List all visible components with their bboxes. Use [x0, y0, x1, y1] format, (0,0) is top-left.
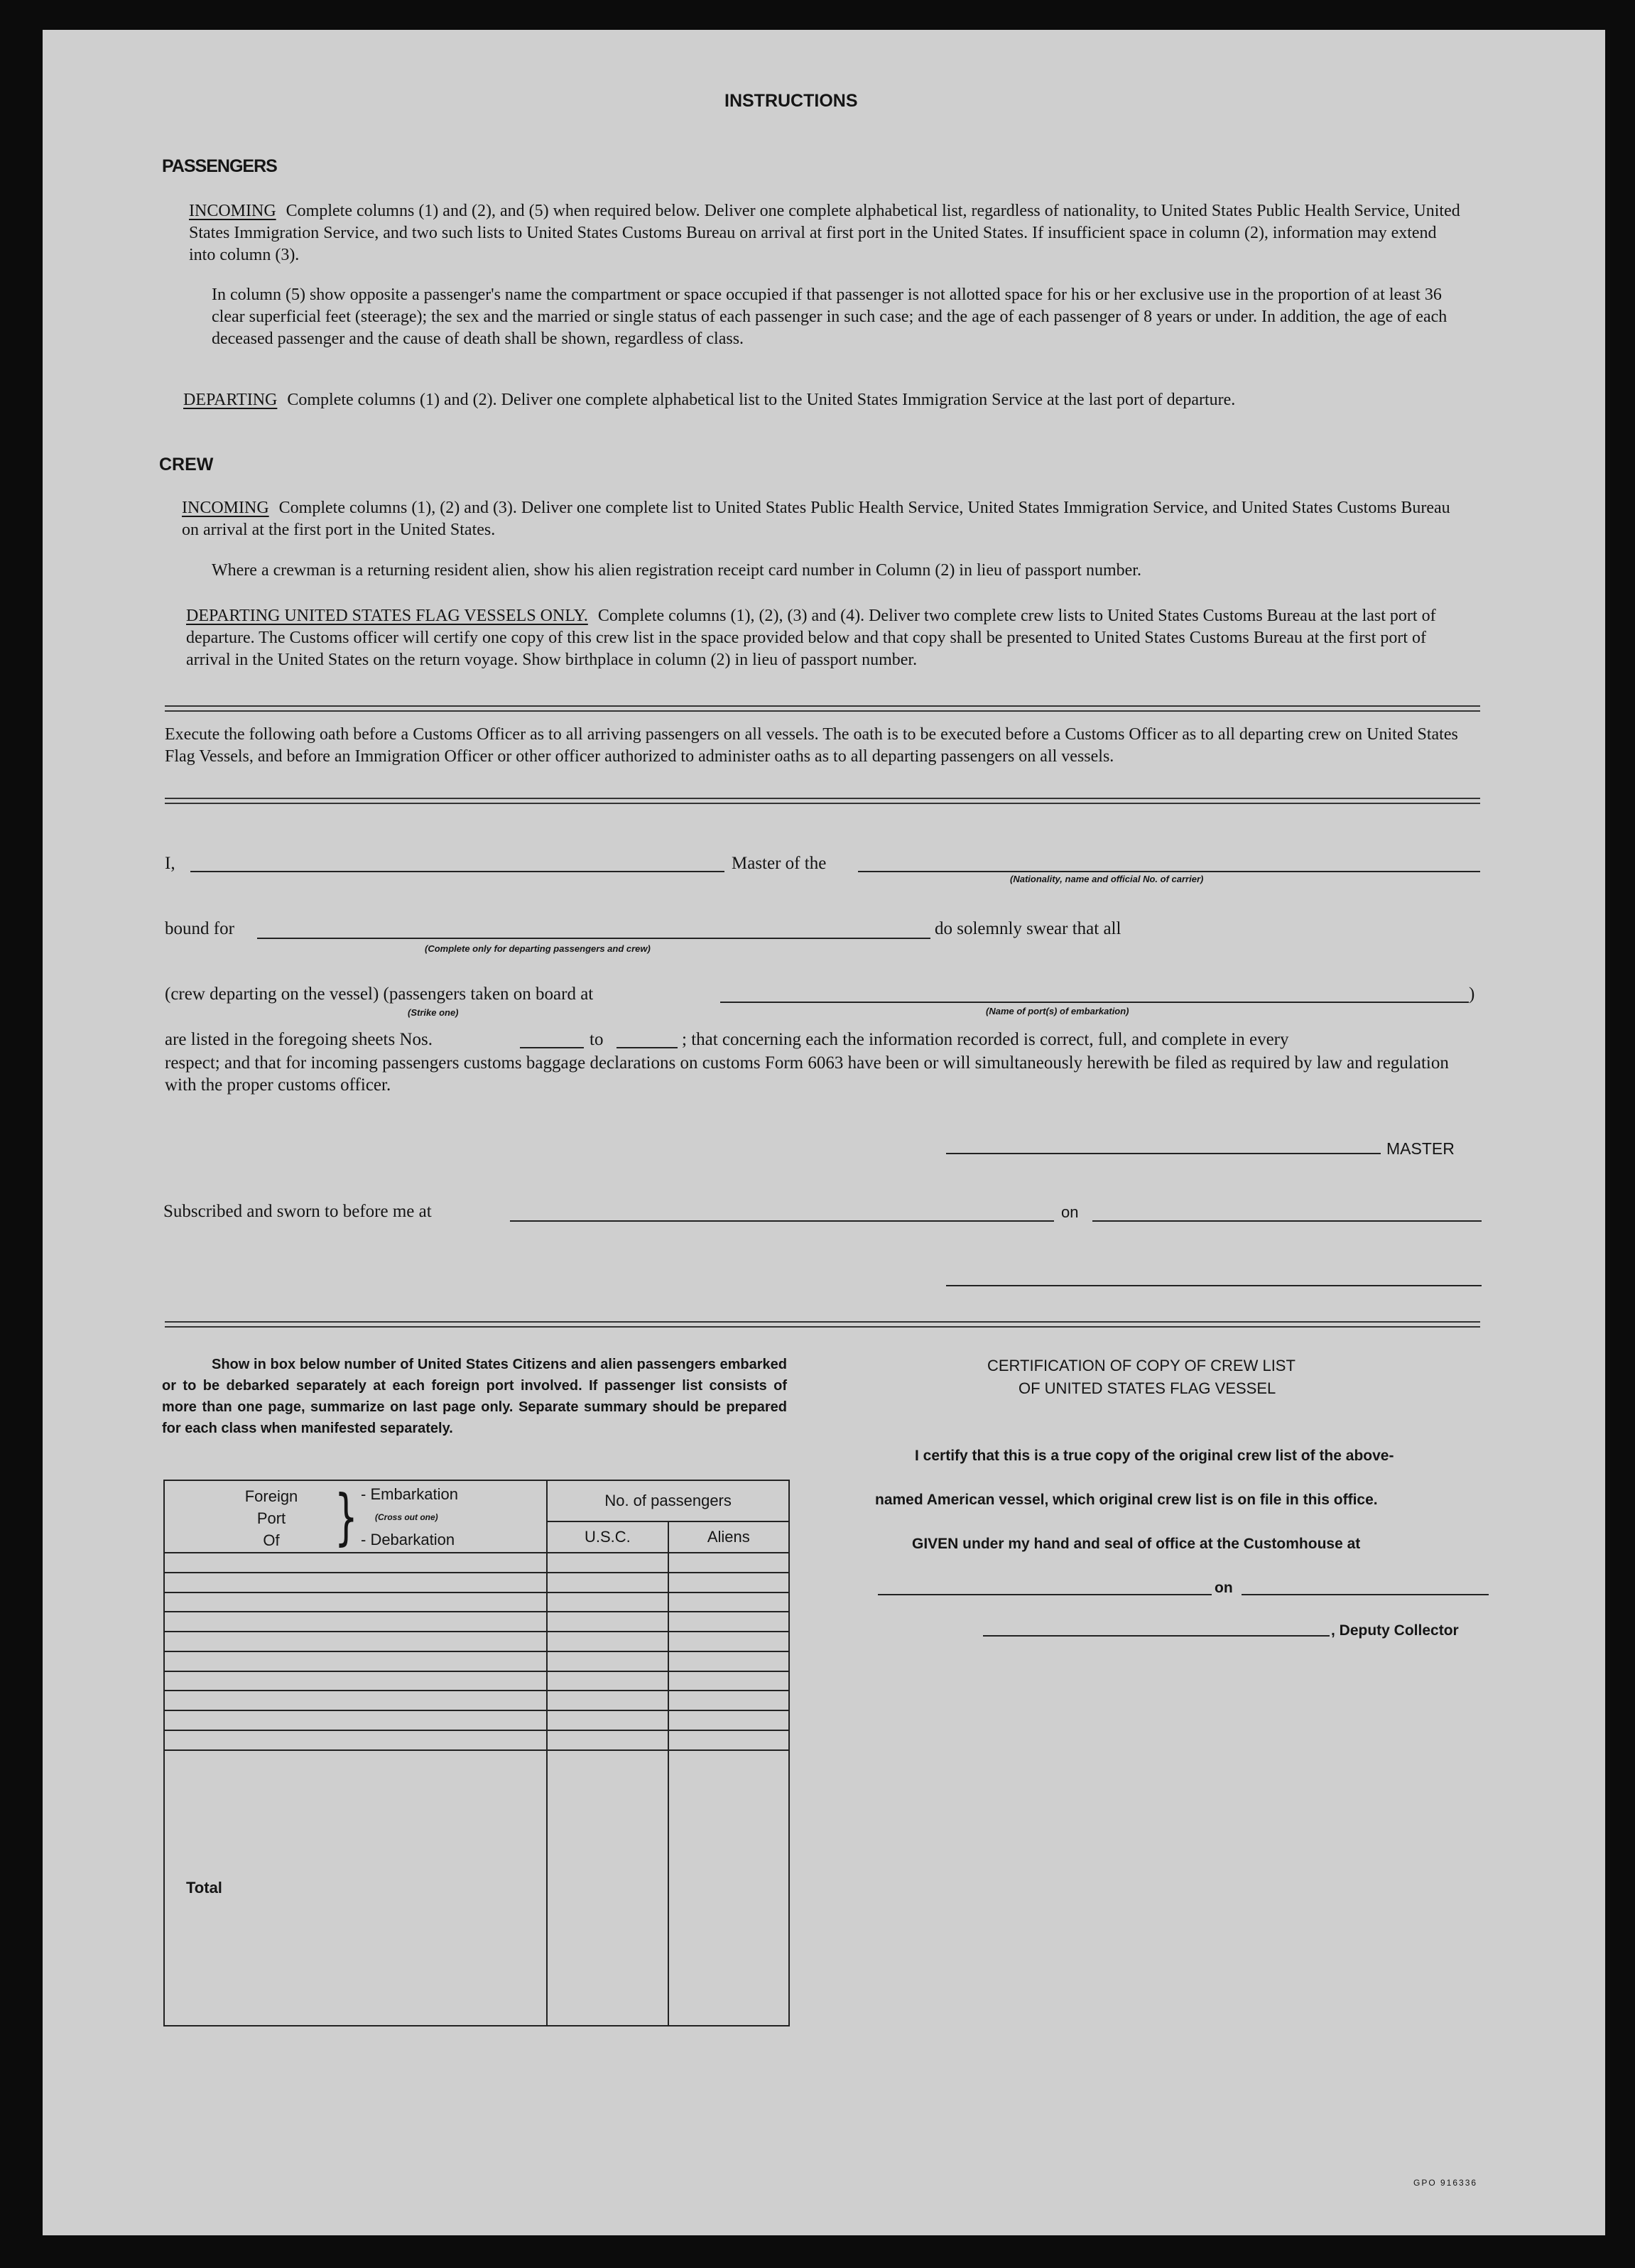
master-of-the-label: Master of the: [732, 854, 827, 873]
divider-2: [165, 798, 1480, 804]
sheets-pre-label: are listed in the foregoing sheets Nos.: [165, 1030, 433, 1049]
certification-title-2: OF UNITED STATES FLAG VESSEL: [1019, 1379, 1276, 1397]
port-cell[interactable]: [164, 1612, 547, 1632]
master-label: MASTER: [1386, 1139, 1455, 1158]
port-cell[interactable]: [164, 1651, 547, 1671]
port-cell[interactable]: [164, 1573, 547, 1593]
bound-for-caption: (Complete only for departing passengers and crew): [425, 943, 651, 954]
table-row: [164, 1632, 789, 1651]
port-cell[interactable]: [164, 1553, 547, 1573]
passengers-departing-label: DEPARTING: [183, 391, 278, 409]
carrier-field[interactable]: [858, 871, 1480, 872]
aliens-cell[interactable]: [668, 1632, 789, 1651]
certification-line-2: named American vessel, which original crew list is on file in this office.: [875, 1492, 1378, 1508]
oath-i-label: I,: [165, 854, 175, 873]
crew-departing-label: DEPARTING UNITED STATES FLAG VESSELS ONLY.: [186, 607, 588, 625]
table-row: [164, 1553, 789, 1573]
aliens-cell[interactable]: [668, 1553, 789, 1573]
certification-date-field[interactable]: [1242, 1594, 1489, 1595]
total-aliens-cell[interactable]: [668, 1750, 789, 2026]
divider-3: [165, 1321, 1480, 1328]
usc-cell[interactable]: [547, 1730, 668, 1750]
port-cell[interactable]: [164, 1710, 547, 1730]
usc-cell[interactable]: [547, 1612, 668, 1632]
passengers-incoming-text: Complete columns (1) and (2), and (5) when required below. Deliver one complete alphabetical list, regardless of nationality, to United States Public Health Service, United States Immigration Service, and two such lists to United States Customs Bureau on arrival at first port in the United States. If insufficient space in column (2), information may extend into column (3).: [189, 202, 1460, 264]
bound-for-field[interactable]: [257, 938, 930, 939]
port-cell[interactable]: [164, 1691, 547, 1710]
aliens-header: Aliens: [668, 1521, 789, 1553]
table-row: [164, 1730, 789, 1750]
aliens-cell[interactable]: [668, 1651, 789, 1671]
sworn-on-label: on: [1061, 1203, 1079, 1221]
passengers-departing-text: Complete columns (1) and (2). Deliver one complete alphabetical list to the United States Immigration Service at the last port of departure.: [287, 391, 1236, 409]
subscribed-label: Subscribed and sworn to before me at: [163, 1202, 432, 1221]
total-usc-cell[interactable]: [547, 1750, 668, 2026]
aliens-cell[interactable]: [668, 1573, 789, 1593]
passenger-summary-table: [163, 1480, 790, 2026]
bound-for-label: bound for: [165, 919, 234, 938]
oath-intro: Execute the following oath before a Customs Officer as to all arriving passengers on all vessels. The oath is to be executed before a Customs Officer as to all departing crew on United States Flag Vessels, and before an Immigration Officer or other officer authorized to administer oaths as to all departing passengers on all vessels.: [165, 725, 1458, 766]
aliens-cell[interactable]: [668, 1612, 789, 1632]
crew-departing-paragraph: [186, 605, 1462, 671]
table-row: [164, 1691, 789, 1710]
sheets-to-label: to: [590, 1030, 604, 1049]
taken-on-board-label: (crew departing on the vessel) (passengers taken on board at: [165, 984, 594, 1004]
port-cell[interactable]: [164, 1730, 547, 1750]
table-row: [164, 1710, 789, 1730]
port-cell[interactable]: [164, 1593, 547, 1612]
foreign-label: Foreign: [244, 1487, 298, 1505]
sheets-post-label: ; that concerning each the information recorded is correct, full, and complete in every: [682, 1030, 1289, 1049]
footer-code: GPO 916336: [1413, 2178, 1478, 2188]
port-label: Port: [256, 1509, 286, 1527]
crew-incoming-paragraph: [182, 497, 1460, 541]
table-row: [164, 1593, 789, 1612]
swear-label: do solemnly swear that all: [935, 919, 1121, 938]
aliens-cell[interactable]: [668, 1730, 789, 1750]
crew-resident-paragraph: Where a crewman is a returning resident alien, show his alien registration receipt card number in Column (2) in lieu of passport number.: [212, 561, 1141, 580]
master-name-field[interactable]: [190, 871, 724, 872]
table-row: [164, 1612, 789, 1632]
cross-out-caption: (Cross out one): [375, 1512, 438, 1522]
aliens-cell[interactable]: [668, 1710, 789, 1730]
usc-cell[interactable]: [547, 1691, 668, 1710]
page-title: INSTRUCTIONS: [724, 91, 858, 111]
of-label: Of: [263, 1531, 280, 1549]
certification-line-1: I certify that this is a true copy of the original crew list of the above-: [915, 1448, 1394, 1464]
total-label: Total: [164, 1750, 547, 2026]
usc-cell[interactable]: [547, 1632, 668, 1651]
debarkation-label: - Debarkation: [361, 1531, 455, 1548]
certification-on-label: on: [1215, 1580, 1233, 1596]
officer-signature-field[interactable]: [946, 1285, 1482, 1286]
total-row: [164, 1750, 789, 2026]
crew-incoming-text: Complete columns (1), (2) and (3). Deliver one complete list to United States Public Health Service, United States Immigration Service, and United States Customs Bureau on arrival at the first port in the United States.: [182, 499, 1450, 539]
usc-header: U.S.C.: [547, 1521, 668, 1553]
sworn-date-field[interactable]: [1092, 1220, 1482, 1222]
passengers-column5-paragraph: In column (5) show opposite a passenger's name the compartment or space occupied if that passenger is not allotted space for his or her exclusive use in the proportion of at least 36 clear superficial feet (steerage); the sex and the married or single status of each passenger in such case; and the age of each passenger of 8 years or under. In addition, the age of each deceased passenger and the cause of death shall be shown, regardless of class.: [212, 286, 1447, 348]
port-caption: (Name of port(s) of embarkation): [986, 1006, 1129, 1016]
usc-cell[interactable]: [547, 1573, 668, 1593]
usc-cell[interactable]: [547, 1710, 668, 1730]
no-of-passengers-header: No. of passengers: [547, 1480, 789, 1521]
usc-cell[interactable]: [547, 1553, 668, 1573]
sworn-place-field[interactable]: [510, 1220, 1054, 1222]
summary-note: Show in box below number of United States Citizens and alien passengers embarked or to be debarked separately at each foreign port involved. If passenger list consists of more than one page, summarize on last page only. Separate summary should be prepared for each class when manifested separately.: [162, 1357, 787, 1436]
deputy-signature-field[interactable]: [983, 1635, 1330, 1637]
table-row: [164, 1573, 789, 1593]
carrier-caption: (Nationality, name and official No. of carrier): [1010, 874, 1204, 884]
passengers-departing-paragraph: [183, 389, 1462, 411]
certification-title-1: CERTIFICATION OF COPY OF CREW LIST: [987, 1357, 1295, 1374]
port-embarkation-field[interactable]: [720, 1002, 1469, 1003]
master-signature-field[interactable]: [946, 1153, 1381, 1154]
strike-one-caption: (Strike one): [408, 1007, 459, 1018]
crew-heading: CREW: [159, 455, 214, 474]
deputy-collector-label: , Deputy Collector: [1331, 1622, 1459, 1639]
customhouse-field[interactable]: [878, 1594, 1212, 1595]
embarkation-label: - Embarkation: [361, 1485, 458, 1503]
sheet-from-field[interactable]: [520, 1047, 584, 1048]
brace-icon: }: [334, 1482, 358, 1553]
divider-1: [165, 705, 1480, 712]
usc-cell[interactable]: [547, 1651, 668, 1671]
aliens-cell[interactable]: [668, 1593, 789, 1612]
port-cell[interactable]: [164, 1671, 547, 1691]
certification-line-3: GIVEN under my hand and seal of office at the Customhouse at: [912, 1536, 1361, 1552]
aliens-cell[interactable]: [668, 1691, 789, 1710]
usc-cell[interactable]: [547, 1671, 668, 1691]
sheet-to-field[interactable]: [616, 1047, 678, 1048]
usc-cell[interactable]: [547, 1593, 668, 1612]
close-paren: ): [1469, 984, 1475, 1004]
passengers-incoming-paragraph: [189, 200, 1460, 266]
table-row: [164, 1651, 789, 1671]
table-row: [164, 1671, 789, 1691]
port-header-cell: [164, 1480, 547, 1553]
crew-incoming-label: INCOMING: [182, 499, 269, 517]
passengers-heading: PASSENGERS: [162, 156, 277, 176]
oath-rest-text: respect; and that for incoming passengers customs baggage declarations on customs Form 6063 have been or will simultaneously herewith be filed as required by law and regulation with the proper customs officer.: [165, 1053, 1449, 1095]
passengers-incoming-label: INCOMING: [189, 202, 276, 220]
port-cell[interactable]: [164, 1632, 547, 1651]
aliens-cell[interactable]: [668, 1671, 789, 1691]
crew-departing-text: Complete columns (1), (2), (3) and (4). Deliver two complete crew lists to United States Customs Bureau at the last port of departure. The Customs officer will certify one copy of this crew list in the space provided below and that copy shall be presented to United States Customs Bureau at the first port of arrival in the United States on the return voyage. Show birthplace in column (2) in lieu of passport number.: [186, 607, 1436, 669]
